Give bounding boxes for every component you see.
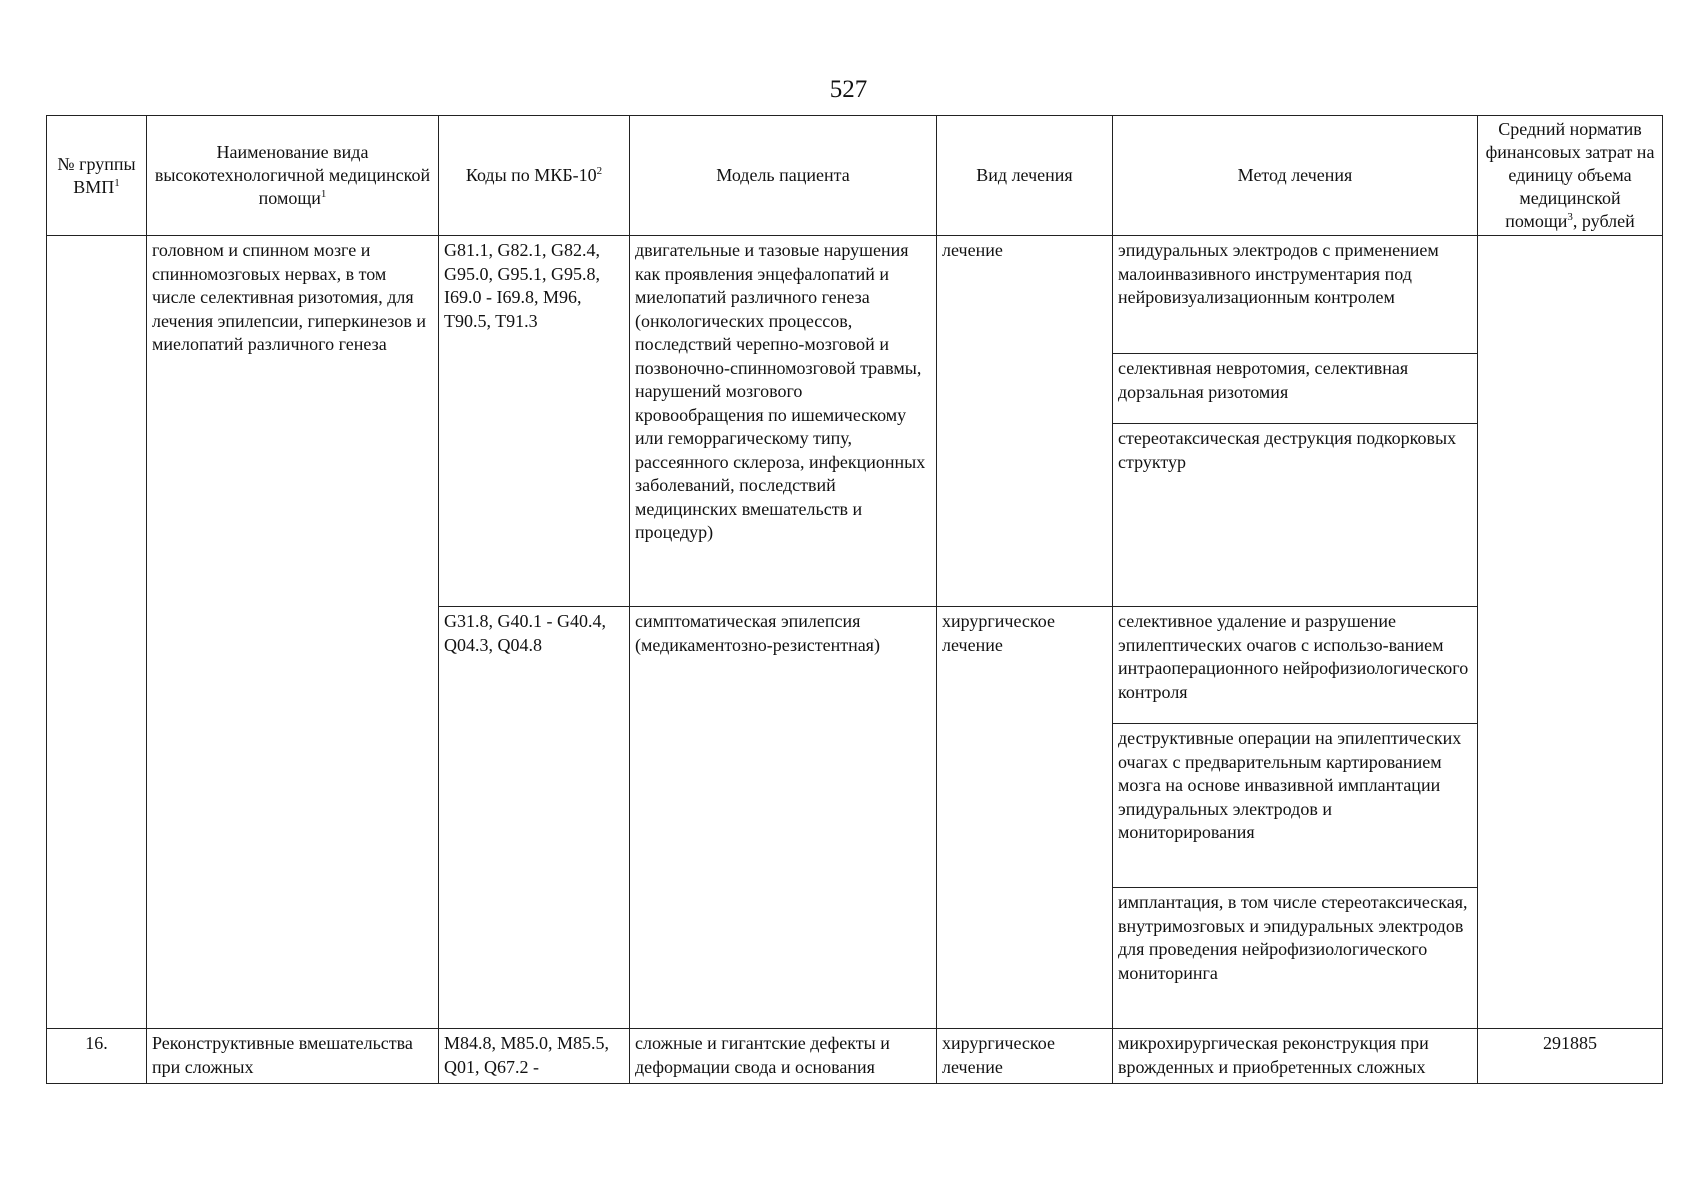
cell-group-no bbox=[47, 236, 147, 1029]
page-number: 527 bbox=[829, 76, 868, 103]
header-codes: Коды по МКБ-$10^2$ bbox=[439, 116, 630, 236]
cell-name: головном и спинном мозге и спинномозговых нервах, в том числе селективная ризотомия, для лечения эпилепсии, гиперкинезов и миелопатий различного генеза bbox=[147, 236, 439, 1029]
cell-treatment-type: хирургическое лечение bbox=[937, 1029, 1113, 1084]
cell-treatment-type: хирургическое лечение bbox=[937, 607, 1113, 1029]
cell-model: симптоматическая эпилепсия (медикаментозно-резистентная) bbox=[630, 607, 937, 1029]
cell-name: Реконструктивные вмешательства при сложных bbox=[147, 1029, 439, 1084]
cell-codes: G81.1, G82.1, G82.4, G95.0, G95.1, G95.8, I69.0 - I69.8, M96, T90.5, T91.3 bbox=[439, 236, 630, 607]
header-treatment-type: Вид лечения bbox=[937, 116, 1113, 236]
cell-methods bbox=[1113, 236, 1478, 607]
method-item: стереотаксическая деструкция подкорковых структур bbox=[1118, 428, 1457, 472]
method-item: селективная невротомия, селективная дорзальная ризотомия bbox=[1113, 354, 1477, 424]
method-item: деструктивные операции на эпилептических очагах с предварительным картированием мозга на основе инвазивной имплантации эпидуральных электродов и мониторирования bbox=[1113, 724, 1477, 888]
cell-codes: G31.8, G40.1 - G40.4, Q04.3, Q04.8 bbox=[439, 607, 630, 1029]
vmp-table bbox=[46, 115, 1663, 1084]
cell-codes: M84.8, M85.0, M85.5, Q01, Q67.2 - bbox=[439, 1029, 630, 1084]
cell-model: двигательные и тазовые нарушения как проявления энцефалопатий и миелопатий различного генеза (онкологических процессов, последствий черепно-мозговой и позвоночно-спинномозговой травмы, нарушений мозгового кровообращения по ишемическому или геморрагическому типу, рассеянного склероза, инфекционных заболеваний, последствий медицинских вмешательств и процедур) bbox=[630, 236, 937, 607]
header-cost: Средний норматив финансовых затрат на единицу объема медицинской помощи$^3$, рублей bbox=[1478, 116, 1663, 236]
method-item: эпидуральных электродов с применением малоинвазивного инструментария под нейровизуализационным контролем bbox=[1113, 236, 1477, 354]
table-row bbox=[47, 236, 1663, 607]
cell-cost: 291885 bbox=[1478, 1029, 1663, 1084]
header-group-no: № группы ВМП$^1$ bbox=[47, 116, 147, 236]
header-name: Наименование вида высокотехнологичной медицинской помощи$^1$ bbox=[147, 116, 439, 236]
cell-model: сложные и гигантские дефекты и деформации свода и основания bbox=[630, 1029, 937, 1084]
cell-group-no: 16. bbox=[47, 1029, 147, 1084]
header-model: Модель пациента bbox=[630, 116, 937, 236]
cell-cost bbox=[1478, 236, 1663, 1029]
method-item: селективное удаление и разрушение эпилептических очагов с использо-ванием интраоперационного нейрофизиологического контроля bbox=[1113, 607, 1477, 724]
cell-treatment-type: лечение bbox=[937, 236, 1113, 607]
cell-method: микрохирургическая реконструкция при врожденных и приобретенных сложных bbox=[1113, 1029, 1478, 1084]
cell-methods bbox=[1113, 607, 1478, 1029]
method-item: имплантация, в том числе стереотаксическая, внутримозговых и эпидуральных электродов для проведения нейрофизиологического мониторинга bbox=[1118, 892, 1468, 983]
table-row bbox=[47, 1029, 1663, 1084]
table-header-row bbox=[47, 116, 1663, 236]
header-method: Метод лечения bbox=[1113, 116, 1478, 236]
